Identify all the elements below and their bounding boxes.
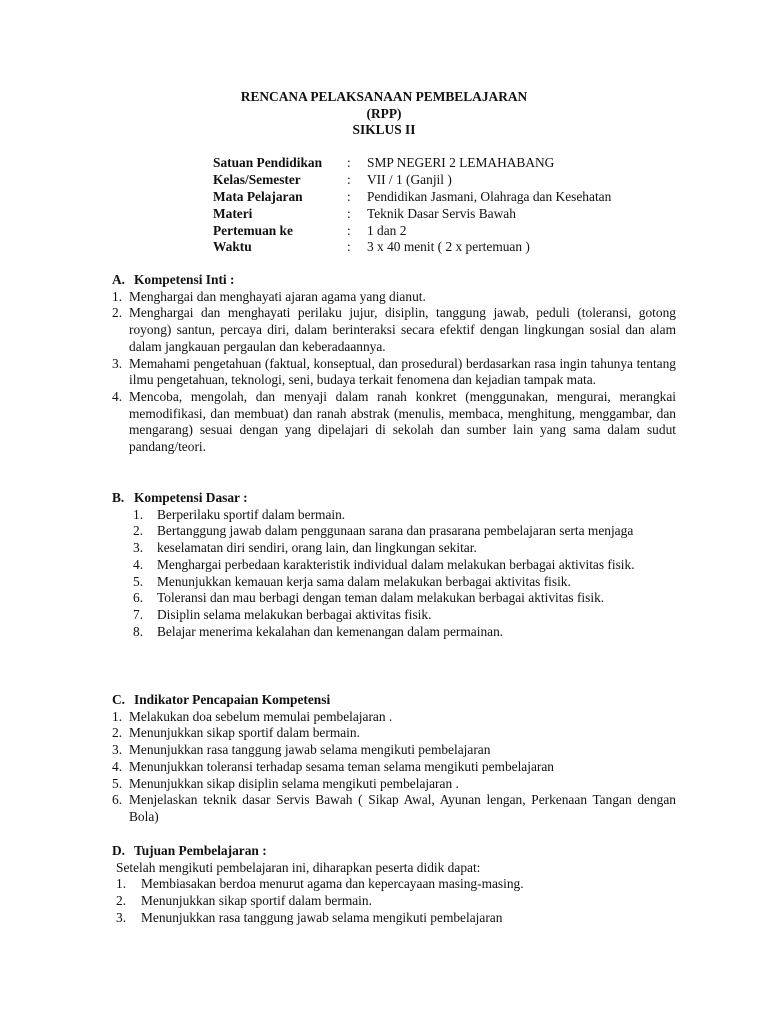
list-item-text: Menjelaskan teknik dasar Servis Bawah ( Sikap Awal, Ayunan lengan, Perkenaan Tangan dengan Bola)	[129, 792, 676, 824]
section-letter: B.	[112, 490, 125, 505]
list-item	[112, 507, 676, 524]
section-kompetensi-inti	[112, 272, 676, 456]
section-tujuan	[112, 843, 676, 927]
list-item	[112, 557, 676, 574]
identity-colon: :	[347, 239, 351, 255]
list-item-number: 1.	[112, 708, 123, 724]
list-item-number: 8.	[133, 623, 144, 639]
list-item	[112, 590, 676, 607]
section-heading-text: Kompetensi Dasar :	[134, 490, 248, 505]
list-item-text: Menghargai dan menghayati perilaku jujur, disiplin, tanggung jawab, peduli (toleransi, gotong royong) santun, percaya diri, dalam berinteraksi secara efektif dengan lingkungan sosial dan alam dalam jangkauan pergaulan dan keberadaannya.	[129, 305, 676, 354]
list-item	[112, 742, 676, 759]
list-item	[112, 389, 676, 456]
list-item-text: Menunjukkan sikap sportif dalam bermain.	[129, 725, 360, 741]
list-item-text: Toleransi dan mau berbagi dengan teman dalam melakukan berbagai aktivitas fisik.	[157, 590, 605, 606]
list-item-number: 2.	[112, 725, 123, 741]
identity-label: Satuan Pendidikan	[213, 155, 323, 170]
list-item	[112, 305, 676, 355]
identity-row	[213, 239, 611, 256]
list-item-text: Menunjukkan toleransi terhadap sesama teman selama mengikuti pembelajaran	[129, 758, 555, 774]
list-item-text: Menunjukkan rasa tanggung jawab selama mengikuti pembelajaran	[129, 742, 491, 758]
section-heading	[112, 692, 676, 709]
section-intro: Setelah mengikuti pembelajaran ini, diharapkan peserta didik dapat:	[116, 859, 481, 875]
identity-value: Pendidikan Jasmani, Olahraga dan Kesehatan	[367, 188, 612, 204]
identity-label: Pertemuan ke	[213, 222, 293, 238]
title-line-3: SIKLUS II	[352, 122, 416, 138]
list-item-number: 2.	[116, 893, 127, 909]
list-item	[112, 910, 676, 927]
list-item-number: 3.	[133, 540, 144, 556]
list-item-number: 1.	[133, 506, 144, 522]
identity-value: Teknik Dasar Servis Bawah	[367, 205, 516, 221]
list-item-text: Bertanggung jawab dalam penggunaan sarana dan prasarana pembelajaran serta menjaga	[157, 523, 634, 539]
list-item	[112, 725, 676, 742]
list-item-number: 4.	[133, 556, 144, 572]
list-item	[112, 792, 676, 825]
identity-table	[213, 155, 611, 256]
list-item-number: 5.	[112, 775, 123, 791]
identity-label: Waktu	[213, 239, 252, 255]
section-letter: C.	[112, 692, 126, 707]
list-item-number: 7.	[133, 606, 144, 622]
list-item-text: Menghargai dan menghayati ajaran agama yang dianut.	[129, 288, 426, 304]
identity-colon: :	[347, 171, 351, 187]
section-heading-text: Kompetensi Inti :	[134, 272, 235, 287]
identity-row	[213, 172, 611, 189]
identity-row	[213, 206, 611, 223]
list-item	[112, 574, 676, 591]
section-heading	[112, 272, 676, 289]
list-item-number: 3.	[116, 909, 127, 925]
identity-value: SMP NEGERI 2 LEMAHABANG	[367, 155, 555, 170]
list-item-text: Menunjukkan sikap sportif dalam bermain.	[141, 893, 372, 909]
list-item	[112, 893, 676, 910]
list-item-text: keselamatan diri sendiri, orang lain, dan lingkungan sekitar.	[157, 540, 477, 556]
list-item-number: 6.	[112, 792, 123, 808]
list-item	[112, 540, 676, 557]
section-letter: D.	[112, 843, 126, 858]
list-item-text: Belajar menerima kekalahan dan kemenangan dalam permainan.	[157, 623, 504, 639]
list-item-text: Disiplin selama melakukan berbagai aktivitas fisik.	[157, 606, 432, 622]
list-item-text: Menghargai perbedaan karakteristik individual dalam melakukan berbagai aktivitas fisik.	[157, 556, 635, 572]
list-item-number: 6.	[133, 590, 144, 606]
identity-label: Materi	[213, 205, 253, 221]
title-line-1: RENCANA PELAKSANAAN PEMBELAJARAN	[240, 89, 528, 104]
section-heading-text: Indikator Pencapaian Kompetensi	[134, 692, 331, 707]
document-title	[0, 89, 768, 139]
identity-label: Kelas/Semester	[213, 171, 301, 187]
list-item-number: 5.	[133, 573, 144, 589]
identity-colon: :	[347, 155, 351, 170]
list-item-text: Memahami pengetahuan (faktual, konseptual, dan prosedural) berdasarkan rasa ingin tahunya tentang ilmu pengetahuan, teknologi, seni, budaya terkait fenomena dan kejadian tampak mata.	[129, 355, 676, 388]
identity-label: Mata Pelajaran	[213, 188, 303, 204]
identity-colon: :	[347, 205, 351, 221]
identity-row	[213, 223, 611, 240]
title-line-2: (RPP)	[366, 105, 402, 121]
identity-row	[213, 189, 611, 206]
list-item-number: 3.	[112, 355, 123, 371]
list-item-text: Berperilaku sportif dalam bermain.	[157, 506, 346, 522]
section-kompetensi-dasar	[112, 490, 676, 640]
identity-colon: :	[347, 222, 351, 238]
section-letter: A.	[112, 272, 126, 287]
list-item	[112, 776, 676, 793]
list-item	[112, 289, 676, 306]
list-item	[112, 759, 676, 776]
list-item-text: Melakukan doa sebelum memulai pembelajaran .	[129, 708, 393, 724]
section-heading	[112, 843, 676, 860]
list-item-number: 1.	[116, 876, 127, 892]
section-heading	[112, 490, 676, 507]
list-item	[112, 356, 676, 389]
list-item-number: 2.	[112, 305, 123, 321]
list-item	[112, 607, 676, 624]
section-indikator	[112, 692, 676, 826]
list-item-number: 2.	[133, 523, 144, 539]
identity-value: VII / 1 (Ganjil )	[367, 171, 452, 187]
list-item-number: 4.	[112, 388, 123, 404]
list-item	[112, 624, 676, 641]
list-item-number: 1.	[112, 288, 123, 304]
identity-row	[213, 155, 611, 172]
list-item-text: Membiasakan berdoa menurut agama dan kepercayaan masing-masing.	[141, 876, 524, 892]
list-item	[112, 876, 676, 893]
identity-value: 3 x 40 menit ( 2 x pertemuan )	[367, 239, 530, 255]
list-item-number: 3.	[112, 742, 123, 758]
list-item-number: 4.	[112, 758, 123, 774]
list-item	[112, 709, 676, 726]
list-item-text: Menunjukkan kemauan kerja sama dalam melakukan berbagai aktivitas fisik.	[157, 573, 571, 589]
list-item-text: Menunjukkan rasa tanggung jawab selama mengikuti pembelajaran	[141, 909, 503, 925]
identity-colon: :	[347, 188, 351, 204]
list-item	[112, 523, 676, 540]
section-heading-text: Tujuan Pembelajaran :	[134, 843, 267, 858]
list-item-text: Menunjukkan sikap disiplin selama mengikuti pembelajaran .	[129, 775, 459, 791]
list-item-text: Mencoba, mengolah, dan menyaji dalam ranah konkret (menggunakan, mengurai, merangkai memodifikasi, dan membuat) dan ranah abstrak (menulis, membaca, menghitung, menggambar, dan mengarang) sesuai dengan yang dipelajari di sekolah dan sumber lain yang sama dalam sudut pandang/teori.	[129, 388, 676, 455]
identity-value: 1 dan 2	[367, 222, 407, 238]
